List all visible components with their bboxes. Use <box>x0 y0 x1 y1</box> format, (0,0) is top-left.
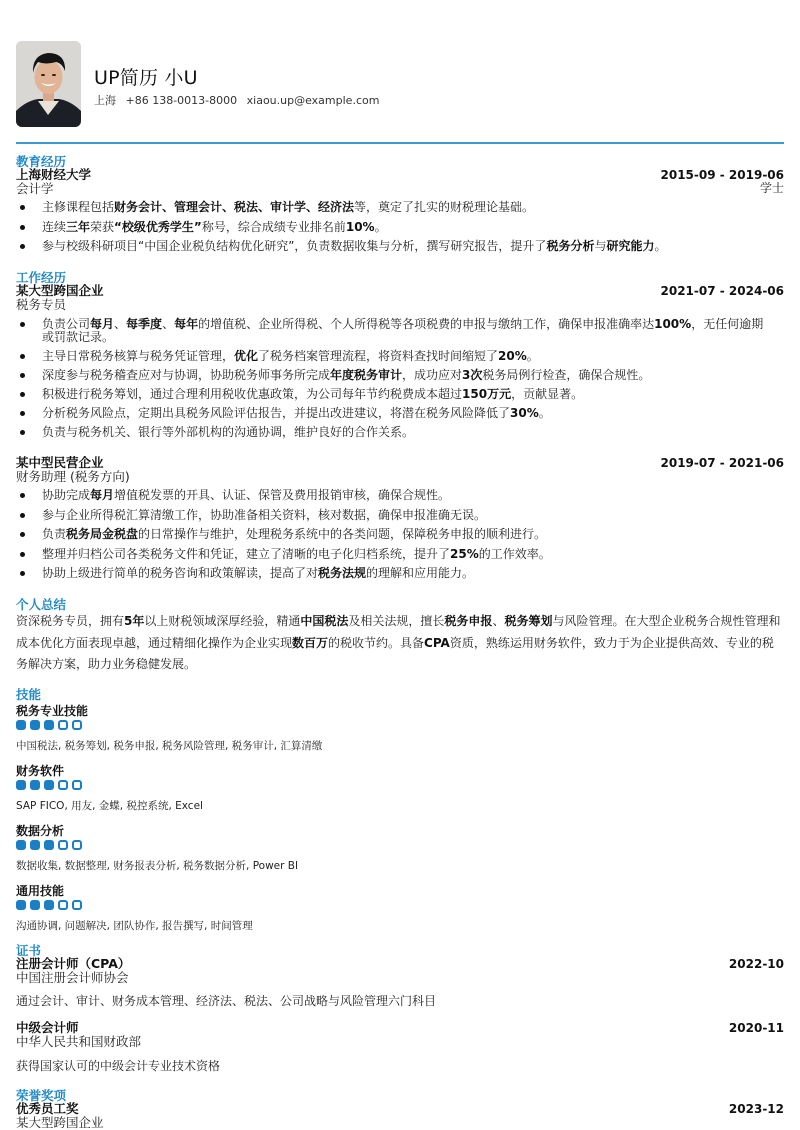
emphasis-text: “校级优秀学生” <box>114 219 202 234</box>
bullet-item: 整理并归档公司各类税务文件和凭证，建立了清晰的电子化归档系统，提升了25%的工作效率。 <box>16 548 784 561</box>
emphasis-text: 每季度 <box>126 317 163 331</box>
bullet-item: 分析税务风险点，定期出具税务风险评估报告，并提出改进建议，将潜在税务风险降低了30%。 <box>16 407 768 420</box>
rating-dot-filled-icon <box>30 780 40 790</box>
bullet-item: 负责税务局金税盘的日常操作与维护，处理税务系统中的各类问题，保障税务申报的顺利进行。 <box>16 528 784 541</box>
skill-level-rating <box>16 780 82 790</box>
header-divider <box>16 142 784 144</box>
bullet-item: 负责公司每月、每季度、每年的增值税、企业所得税、个人所得税等各项税费的申报与缴纳工作，确保申报准确率达100%，无任何逾期或罚款记录。 <box>16 318 768 344</box>
job-role: 税务专员 <box>16 297 67 312</box>
certificate-date: 2020-11 <box>728 1021 784 1035</box>
rating-dot-filled-icon <box>30 720 40 730</box>
skill-level-rating <box>16 720 82 730</box>
work-entry <box>16 456 784 484</box>
emphasis-text: 20% <box>498 349 527 363</box>
work-entry <box>16 284 784 312</box>
emphasis-text: 5年 <box>124 614 145 628</box>
rating-dot-empty-icon <box>58 720 68 730</box>
rating-dot-empty-icon <box>58 900 68 910</box>
skill-level-rating <box>16 900 82 910</box>
company-name: 某大型跨国企业 <box>16 283 104 298</box>
skill-name: 数据分析 <box>16 824 65 838</box>
job-role: 财务助理 (税务方向) <box>16 469 130 484</box>
rating-dot-empty-icon <box>72 780 82 790</box>
avatar-icon <box>16 41 81 127</box>
rating-dot-filled-icon <box>44 780 54 790</box>
award-entry <box>16 1102 784 1130</box>
bullet-item: 参与校级科研项目“中国企业税负结构优化研究”，负责数据收集与分析，撰写研究报告，提升了税务分析与研究能力。 <box>16 240 784 253</box>
award-issuer: 某大型跨国企业 <box>16 1115 104 1130</box>
certificate-name: 中级会计师 <box>16 1020 79 1035</box>
award-name: 优秀员工奖 <box>16 1101 79 1116</box>
bullet-item: 积极进行税务筹划，通过合理利用税收优惠政策，为公司每年节约税费成本超过150万元，贡献显著。 <box>16 388 768 401</box>
rating-dot-filled-icon <box>16 840 26 850</box>
school-name: 上海财经大学 <box>16 167 92 182</box>
rating-dot-empty-icon <box>72 840 82 850</box>
skill-keywords: 中国税法, 税务筹划, 税务申报, 税务风险管理, 税务审计, 汇算清缴 <box>16 740 323 752</box>
certificate-issuer: 中国注册会计师协会 <box>16 970 129 985</box>
section-title-awards: 荣誉奖项 <box>16 1088 67 1103</box>
section-title-certificates: 证书 <box>16 943 42 958</box>
summary-text: 资深税务专员，拥有5年以上财税领域深厚经验，精通中国税法及相关法规，擅长税务申报、税务筹划与风险管理。在大型企业税务合规性管理和成本优化方面表现卓越，通过精细化操作为企业实现数百万的税收节约。具备CPA资质，熟练运用财务软件，致力于为企业提供高效、专业的税务解决方案，助力业务稳健发展。 <box>16 614 781 671</box>
section-title-education: 教育经历 <box>16 154 67 169</box>
skill-keywords: 沟通协调, 问题解决, 团队协作, 报告撰写, 时间管理 <box>16 920 253 932</box>
contact-location: 上海 <box>94 94 116 107</box>
company-name: 某中型民营企业 <box>16 455 104 470</box>
rating-dot-filled-icon <box>30 900 40 910</box>
skill-keywords: 数据收集, 数据整理, 财务报表分析, 税务数据分析, Power BI <box>16 860 299 872</box>
section-title-summary: 个人总结 <box>16 597 67 612</box>
emphasis-text: 25% <box>450 546 479 561</box>
emphasis-text: 税务法规 <box>318 566 367 580</box>
emphasis-text: 每年 <box>174 317 199 331</box>
award-date: 2023-12 <box>728 1102 784 1116</box>
profile-photo <box>16 41 81 127</box>
certificate-entry <box>16 1021 784 1049</box>
emphasis-text: 数百万 <box>292 635 329 650</box>
certificate-entry <box>16 957 784 985</box>
rating-dot-empty-icon <box>72 720 82 730</box>
contact-info <box>94 92 385 108</box>
section-title-skills: 技能 <box>16 687 42 702</box>
bullet-item: 连续三年荣获“校级优秀学生”称号，综合成绩专业排名前10%。 <box>16 221 784 234</box>
skill-keywords: SAP FICO, 用友, 金蝶, 税控系统, Excel <box>16 800 203 812</box>
bullet-item: 深度参与税务稽查应对与协调，协助税务师事务所完成年度税务审计，成功应对3次税务局例行检查，确保合规性。 <box>16 369 768 382</box>
bullet-item: 协助完成每月增值税发票的开具、认证、保管及费用报销审核，确保合规性。 <box>16 489 784 502</box>
emphasis-text: 税务申报 <box>444 614 493 628</box>
emphasis-text: 三年 <box>66 219 91 234</box>
education-entry <box>16 168 784 196</box>
emphasis-text: 每月 <box>90 488 115 502</box>
emphasis-text: 财务会计、管理会计、税法、审计学、经济法 <box>114 200 355 214</box>
rating-dot-filled-icon <box>44 720 54 730</box>
skill-name: 财务软件 <box>16 764 65 778</box>
certificate-desc: 通过会计、审计、财务成本管理、经济法、税法、公司战略与风险管理六门科目 <box>16 994 437 1008</box>
skill-level-rating <box>16 840 82 850</box>
emphasis-text: 年度税务审计 <box>330 368 403 382</box>
rating-dot-filled-icon <box>16 780 26 790</box>
emphasis-text: 每月 <box>90 317 115 331</box>
bullet-item: 协助上级进行简单的税务咨询和政策解读，提高了对税务法规的理解和应用能力。 <box>16 567 784 580</box>
rating-dot-filled-icon <box>16 900 26 910</box>
resume-header <box>16 41 784 128</box>
emphasis-text: 30% <box>510 406 539 420</box>
degree: 学士 <box>759 181 784 195</box>
emphasis-text: 10% <box>345 219 375 234</box>
emphasis-text: 税务分析 <box>546 239 595 253</box>
emphasis-text: CPA <box>424 635 450 650</box>
contact-email[interactable]: xiaou.up@example.com <box>246 94 380 107</box>
rating-dot-filled-icon <box>30 840 40 850</box>
certificate-issuer: 中华人民共和国财政部 <box>16 1034 142 1049</box>
work-date: 2021-07 - 2024-06 <box>660 284 784 298</box>
rating-dot-empty-icon <box>58 780 68 790</box>
rating-dot-filled-icon <box>16 720 26 730</box>
rating-dot-filled-icon <box>44 840 54 850</box>
emphasis-text: 优化 <box>234 349 259 363</box>
rating-dot-empty-icon <box>72 900 82 910</box>
work-bullets-2 <box>16 489 784 580</box>
rating-dot-filled-icon <box>44 900 54 910</box>
contact-phone: +86 138-0013-8000 <box>125 94 238 107</box>
emphasis-text: 150万元 <box>462 387 512 401</box>
skill-name: 税务专业技能 <box>16 704 89 718</box>
bullet-item: 主修课程包括财务会计、管理会计、税法、审计学、经济法等，奠定了扎实的财税理论基础。 <box>16 201 784 214</box>
major: 会计学 <box>16 181 54 196</box>
work-bullets-1 <box>16 318 784 439</box>
skill-name: 通用技能 <box>16 884 65 898</box>
emphasis-text: 研究能力 <box>606 239 655 253</box>
emphasis-text: 税务筹划 <box>504 614 553 628</box>
certificate-date: 2022-10 <box>728 957 784 971</box>
bullet-item: 参与企业所得税汇算清缴工作，协助准备相关资料，核对数据，确保申报准确无误。 <box>16 509 784 522</box>
emphasis-text: 3次 <box>462 368 483 382</box>
emphasis-text: 中国税法 <box>300 614 349 628</box>
emphasis-text: 税务局金税盘 <box>66 527 139 541</box>
section-title-work: 工作经历 <box>16 270 67 285</box>
emphasis-text: 100% <box>654 317 692 331</box>
bullet-item: 主导日常税务核算与税务凭证管理，优化了税务档案管理流程，将资料查找时间缩短了20%。 <box>16 350 768 363</box>
candidate-name: UP简历 小U <box>94 67 198 89</box>
certificate-desc: 获得国家认可的中级会计专业技术资格 <box>16 1059 221 1073</box>
education-date: 2015-09 - 2019-06 <box>660 168 784 182</box>
education-bullets <box>16 201 784 253</box>
work-date: 2019-07 - 2021-06 <box>660 456 784 470</box>
rating-dot-empty-icon <box>58 840 68 850</box>
bullet-item: 负责与税务机关、银行等外部机构的沟通协调，维护良好的合作关系。 <box>16 426 768 439</box>
certificate-name: 注册会计师（CPA） <box>16 956 131 971</box>
